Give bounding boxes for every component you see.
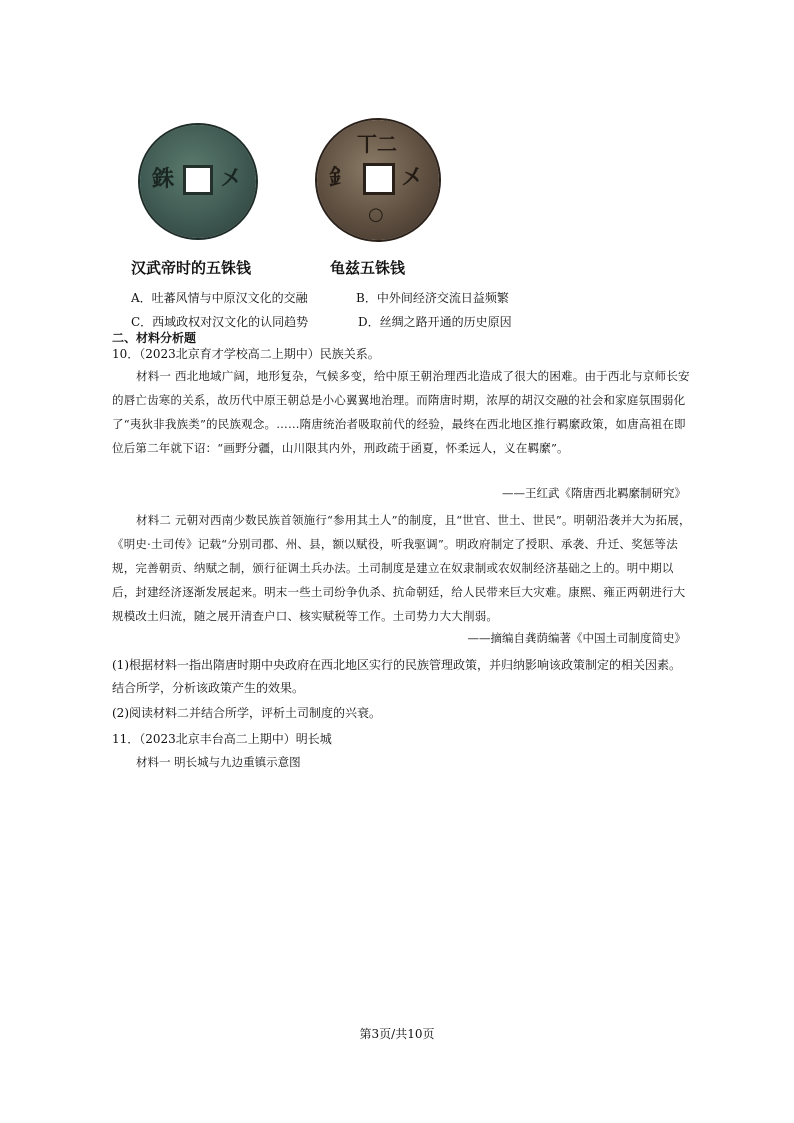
coin-square-hole [363,163,395,195]
coin-inscription-bottom: ○ [368,204,384,225]
q10-material-2: 材料二 元朝对西南少数民族首领施行“参用其土人”的制度，且“世官、世土、世民”。明朝沿袭并大为拓展，《明史·土司传》记载“分别司郡、州、县，额以赋役，听我驱调”。明政府制定了授职、承袭、升迁、奖惩等法规，完善朝贡、纳赋之制，颁行征调土兵办法。土司制度是建立在奴隶制或农奴制经济基础之上的。明中期以后，封建经济逐渐发展起来。明末一些土司纷争仇杀、抗命朝廷，给人民带来巨大灾难。康熙、雍正两朝进行大规模改土归流，随之展开清查户口、核实赋税等工作。土司势力大大削弱。 [112,513,691,623]
q10-source-2: ——摘编自龚荫编著《中国土司制度简史》 [467,631,686,645]
option-a: A．吐蕃风情与中原汉文化的交融 [131,291,308,305]
qiuci-wuzhu-coin-image [317,120,439,240]
coin-square-hole [183,165,213,195]
question-11-header: 11．（2023北京丰台高二上期中）明长城 [112,732,332,746]
q10-subquestion-2: (2)阅读材料二并结合所学，评析土司制度的兴衰。 [112,706,381,720]
page-number-footer: 第3页/共10页 [359,1027,435,1041]
coin-inscription-zhu: 釒 [329,166,352,191]
q11-material-1-caption: 材料一 明长城与九边重镇示意图 [136,755,301,769]
coin2-caption: 龟兹五铢钱 [330,259,406,277]
coin-inscription-top: 丅二 [357,132,397,156]
option-b: B．中外间经济交流日益频繁 [356,291,509,305]
coin-inscription-wu: 㐅 [220,167,243,192]
q10-source-1: ——王红武《隋唐西北羁縻制研究》 [502,486,686,500]
option-c: C．西域政权对汉文化的认同趋势 [131,315,309,329]
section-heading: 二、材料分析题 [112,331,197,345]
wuzhu-coin-han-image [140,125,256,238]
coin-inscription-zhu: 銖 [152,167,175,192]
q10-material-1: 材料一 西北地域广阔，地形复杂，气候多变，给中原王朝治理西北造成了很大的困难。由于西北与京师长安的唇亡齿寒的关系，故历代中原王朝总是小心翼翼地治理。而隋唐时期，浓厚的胡汉交融的社会和家庭氛围弱化了“夷狄非我族类”的民族观念。……隋唐统治者吸取前代的经验，最终在西北地区推行羁縻政策，如唐高祖在即位后第二年就下诏：“画野分疆，山川限其内外，刑政疏于函夏，怀柔远人，义在羁縻”。 [112,369,690,455]
option-d: D．丝绸之路开通的历史原因 [358,315,512,329]
q10-subquestion-1: (1)根据材料一指出隋唐时期中央政府在西北地区实行的民族管理政策，并归纳影响该政策制定的相关因素。结合所学，分析该政策产生的效果。 [112,658,682,695]
coin1-caption: 汉武帝时的五铢钱 [131,259,252,277]
coin-inscription-wu: 㐅 [401,166,424,191]
question-10-header: 10．（2023北京育才学校高二上期中）民族关系。 [112,347,380,361]
